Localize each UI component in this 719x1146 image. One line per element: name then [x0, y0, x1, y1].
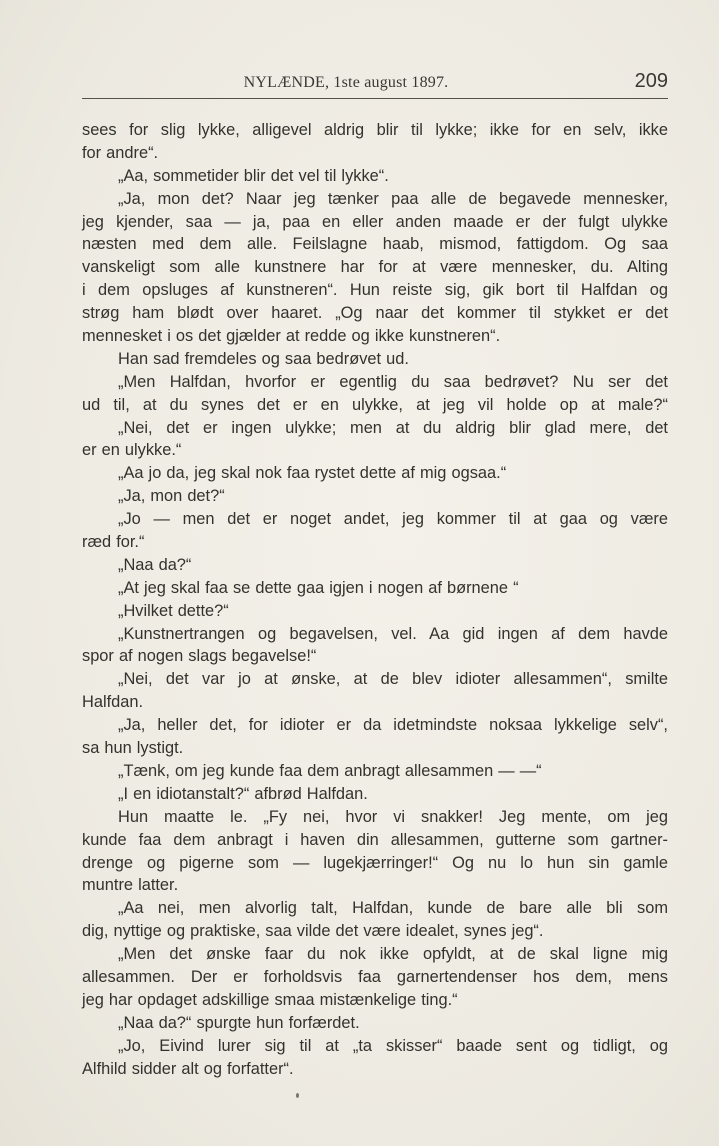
text-line: „Men Halfdan, hvorfor er egentlig du saa bedrøvet? Nu ser det [118, 372, 668, 391]
text-line: „Jo — men det er noget andet, jeg kommer til at gaa og være [118, 510, 668, 529]
text-line: jeg kjender, saa — ja, paa en eller anden maade er der fulgt ulykke [82, 212, 668, 231]
text-line: sees for slig lykke, alligevel aldrig blir til lykke; ikke for en selv, ikke [82, 121, 668, 139]
text-line: jeg har opdaget adskillige smaa mistænkelige ting.“ [82, 990, 458, 1009]
text-line: „Ja, mon det? Naar jeg tænker paa alle de begavede mennesker, [118, 189, 668, 208]
text-line: „I en idiotanstalt?“ afbrød Halfdan. [118, 784, 368, 803]
text-line: dig, nyttige og praktiske, saa vilde det være idealet, synes jeg“. [82, 922, 544, 941]
body-text [82, 119, 668, 1080]
text-line: „Naa da?“ spurgte hun forfærdet. [118, 1013, 360, 1032]
text-line: er en ulykke.“ [82, 441, 182, 460]
text-line: „Naa da?“ [118, 555, 192, 574]
text-line: „Aa nei, men alvorlig talt, Halfdan, kunde de bare alle bli som [118, 899, 668, 918]
text-line: spor af nogen slags begavelse!“ [82, 647, 317, 666]
text-line: „Ja, heller det, for idioter er da idetmindste noksaa lykkelige selv“, [118, 716, 668, 735]
text-line: allesammen. Der er forholdsvis faa garnertendenser hos dem, mens [82, 967, 668, 986]
text-line: ud til, at du synes det er en ulykke, at jeg vil holde op at male?“ [82, 395, 668, 414]
running-head: NYLÆNDE, 1ste august 1897. [243, 74, 449, 91]
text-line: mennesket i os det gjælder at redde og ikke kunstneren“. [82, 327, 501, 346]
text-line: Halfdan. [82, 693, 144, 712]
text-line: „Ja, mon det?“ [118, 487, 225, 506]
text-line: ræd for.“ [82, 533, 145, 552]
header-rule [82, 98, 668, 99]
text-line: kunde faa dem anbragt i haven din allesammen, gutterne som gartner- [82, 830, 668, 849]
text-line: „Hvilket dette?“ [118, 601, 229, 620]
text-line: „Nei, det er ingen ulykke; men at du aldrig blir glad mere, det [118, 418, 668, 437]
text-line: muntre latter. [82, 876, 179, 895]
text-line: „Men det ønske faar du nok ikke opfyldt, at de skal ligne mig [118, 945, 668, 964]
text-line: næsten med dem alle. Feilslagne haab, mismod, fattigdom. Og saa [82, 235, 668, 254]
text-line: „Jo, Eivind lurer sig til at „ta skisser“ baade sent og tidligt, og [118, 1036, 668, 1055]
text-line: „Aa jo da, jeg skal nok faa rystet dette af mig ogsaa.“ [118, 464, 507, 483]
text-line: Hun maatte le. „Fy nei, hvor vi snakker! Jeg mente, om jeg [118, 807, 668, 826]
print-speck [296, 1093, 299, 1098]
text-line: vanskeligt som alle kunstnere har for at være mennesker, du. Alting [82, 258, 668, 277]
text-line: Han sad fremdeles og saa bedrøvet ud. [118, 349, 409, 368]
text-line: strøg ham blødt over haaret. „Og naar det kommer til stykket er det [82, 304, 668, 323]
text-line: „Kunstnertrangen og begavelsen, vel. Aa gid ingen af dem havde [118, 624, 668, 643]
page-number: 209 [634, 70, 668, 92]
text-line: sa hun lystigt. [82, 739, 184, 758]
text-line: for andre“. [82, 143, 159, 162]
text-line: „Aa, sommetider blir det vel til lykke“. [118, 166, 389, 185]
text-line: drenge og pigerne som — lugekjærringer!“ Og nu lo hun sin gamle [82, 853, 668, 872]
text-line: „Tænk, om jeg kunde faa dem anbragt allesammen — —“ [118, 761, 542, 780]
page-header [82, 70, 668, 98]
text-line: „At jeg skal faa se dette gaa igjen i nogen af børnene “ [118, 578, 519, 597]
text-line: Alfhild sidder alt og forfatter“. [82, 1059, 294, 1078]
text-line: i dem opsluges af kunstneren“. Hun reiste sig, gik bort til Halfdan og [82, 281, 668, 300]
text-line: „Nei, det var jo at ønske, at de blev idioter allesammen“, smilte [118, 670, 668, 689]
